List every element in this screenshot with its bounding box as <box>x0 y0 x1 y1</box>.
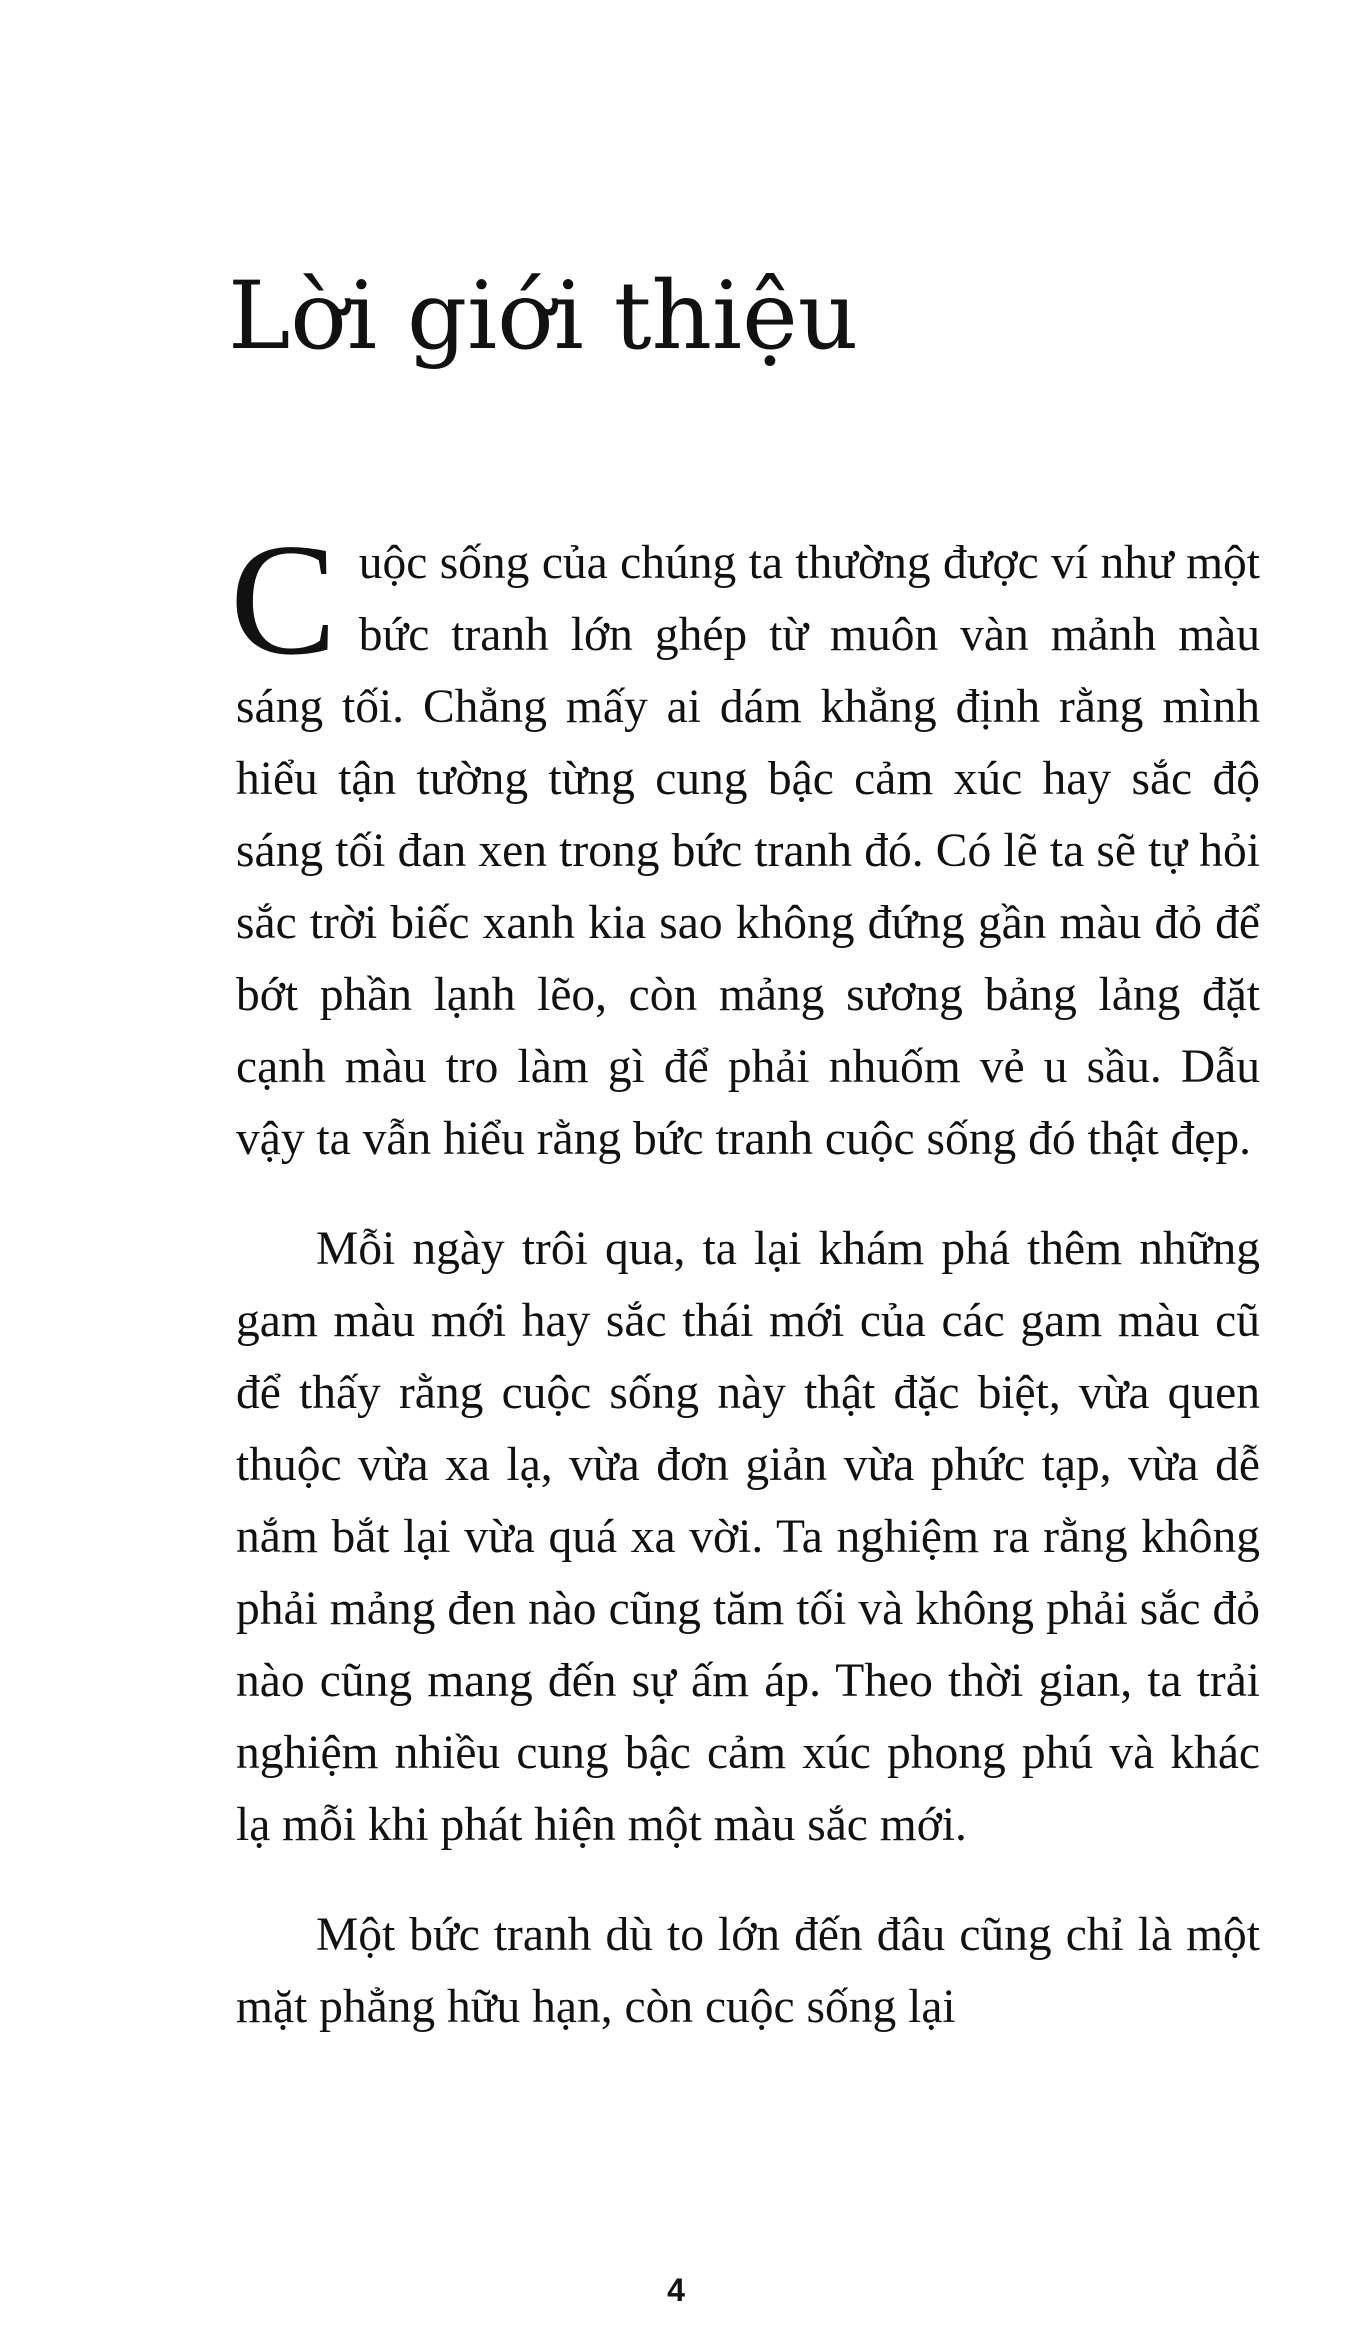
paragraph-1-text: uộc sống của chúng ta thường được ví như một bức tranh lớn ghép từ muôn vàn mảnh màu sáng tối. Chẳng mấy ai dám khẳng định rằng mình hiểu tận tường từng cung bậc cảm xúc hay sắc độ sáng tối đan xen trong bức tranh đó. Có lẽ ta sẽ tự hỏi sắc trời biếc xanh kia sao không đứng gần màu đỏ để bớt phần lạnh lẽo, còn mảng sương bảng lảng đặt cạnh màu tro làm gì để phải nhuốm vẻ u sầu. Dẫu vậy ta vẫn hiểu rằng bức tranh cuộc sống đó thật đẹp. <box>236 537 1260 1165</box>
page-title: Lời giới thiệu <box>228 262 859 371</box>
drop-cap: C <box>230 510 337 688</box>
paragraph-1 <box>230 510 1260 1175</box>
paragraph-2: Mỗi ngày trôi qua, ta lại khám phá thêm những gam màu mới hay sắc thái mới của các gam màu cũ để thấy rằng cuộc sống này thật đặc biệt, vừa quen thuộc vừa xa lạ, vừa đơn giản vừa phức tạp, vừa dễ nắm bắt lại vừa quá xa vời. Ta nghiệm ra rằng không phải mảng đen nào cũng tăm tối và không phải sắc đỏ nào cũng mang đến sự ấm áp. Theo thời gian, ta trải nghiệm nhiều cung bậc cảm xúc phong phú và khác lạ mỗi khi phát hiện một màu sắc mới. <box>236 1223 1260 1851</box>
body-text <box>230 510 1260 2043</box>
paragraph-3: Một bức tranh dù to lớn đến đâu cũng chỉ là một mặt phẳng hữu hạn, còn cuộc sống lại <box>236 1909 1260 2033</box>
page-number: 4 <box>667 2272 685 2308</box>
